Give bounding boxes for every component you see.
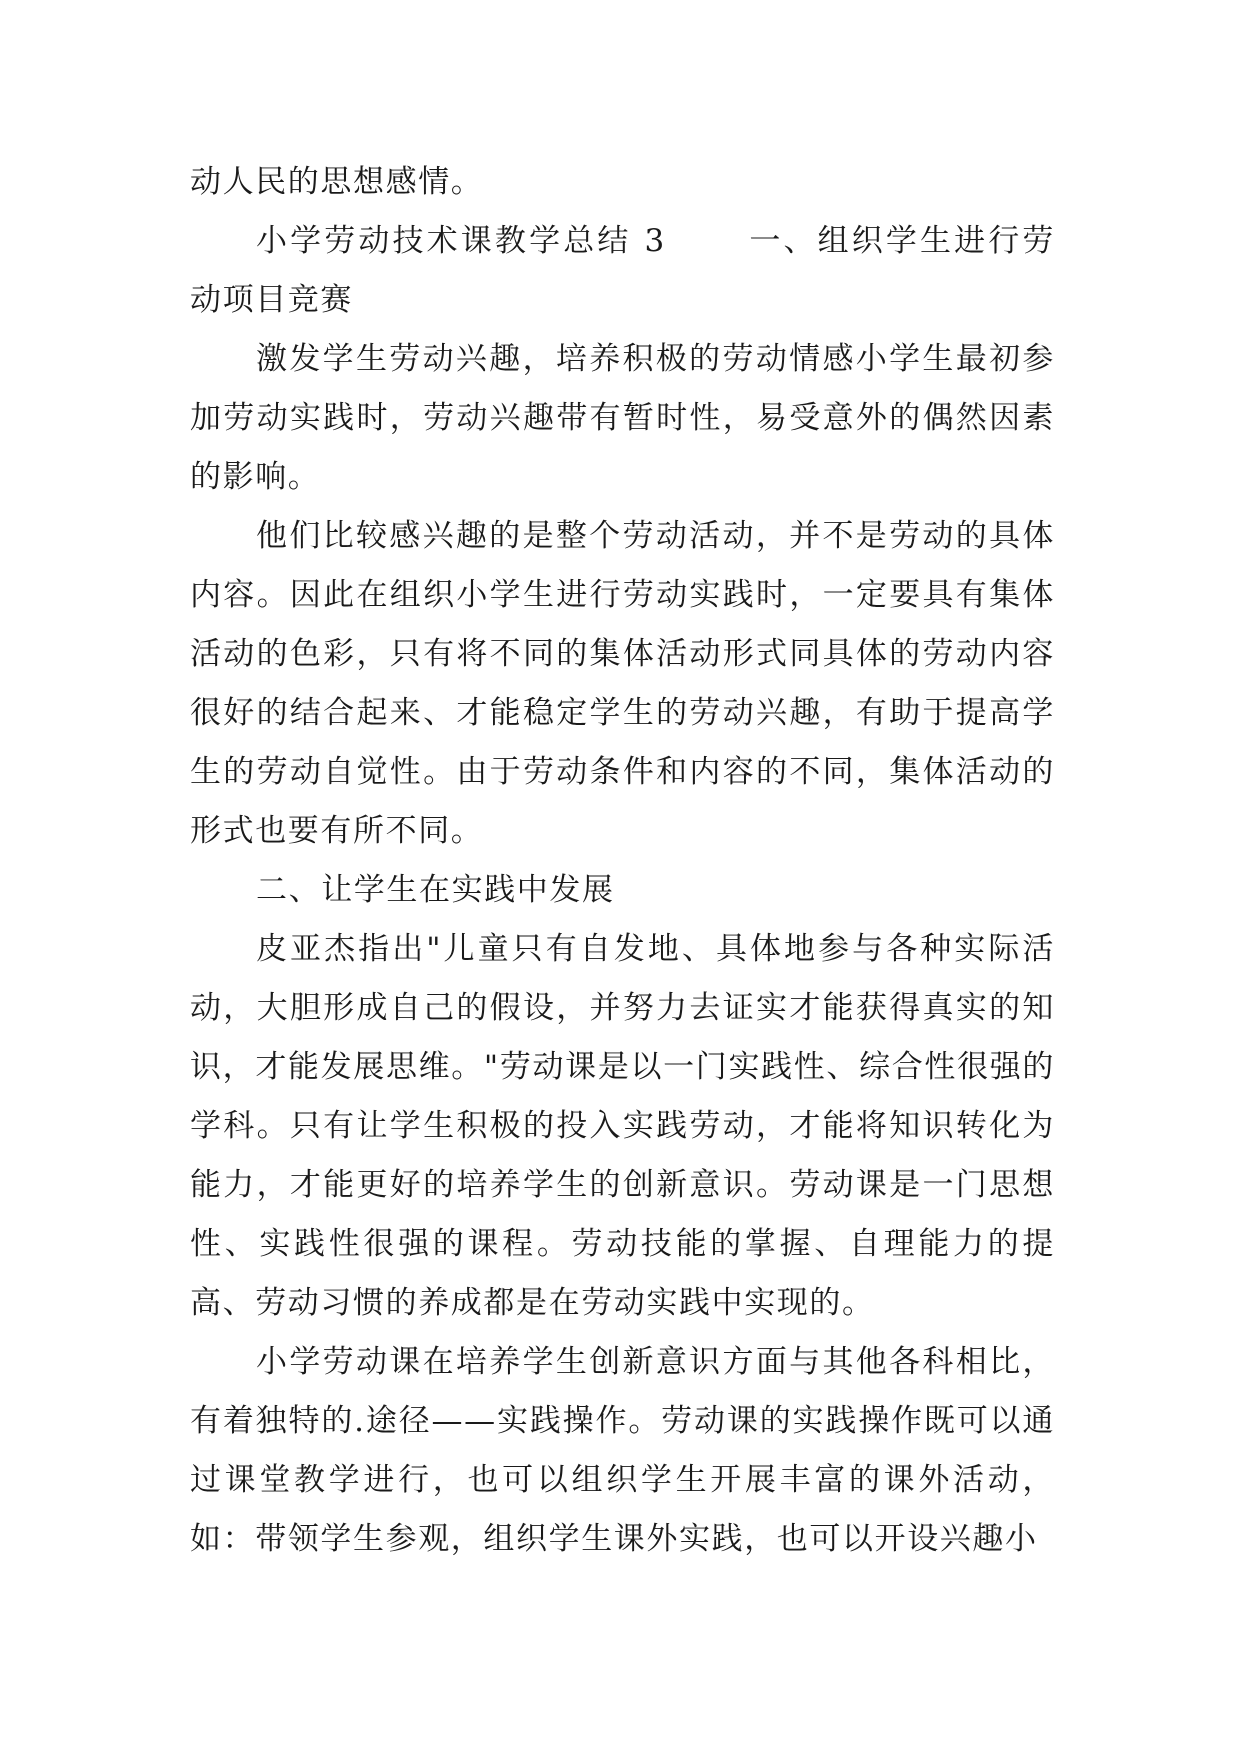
paragraph: 皮亚杰指出"儿童只有自发地、具体地参与各种实际活动，大胆形成自己的假设，并努力去证实才能获得真实的知识，才能发展思维。"劳动课是以一门实践性、综合性很强的学科。只有让学生积极的投入实践劳动，才能将知识转化为能力，才能更好的培养学生的创新意识。劳动课是一门思想性、实践性很强的课程。劳动技能的掌握、自理能力的提高、劳动习惯的养成都是在劳动实践中实现的。 bbox=[190, 931, 1055, 1321]
paragraph: 激发学生劳动兴趣，培养积极的劳动情感小学生最初参加劳动实践时，劳动兴趣带有暂时性，易受意外的偶然因素的影响。 bbox=[190, 341, 1055, 495]
section-title: 小学劳动技术课教学总结 3 bbox=[256, 223, 666, 259]
document-body bbox=[190, 153, 1055, 1569]
paragraph-continuation: 动人民的思想感情。 bbox=[190, 164, 484, 200]
subsection-heading: 二、让学生在实践中发展 bbox=[256, 872, 615, 908]
paragraph: 他们比较感兴趣的是整个劳动活动，并不是劳动的具体内容。因此在组织小学生进行劳动实践时，一定要具有集体活动的色彩，只有将不同的集体活动形式同具体的劳动内容很好的结合起来、才能稳定学生的劳动兴趣，有助于提高学生的劳动自觉性。由于劳动条件和内容的不同，集体活动的形式也要有所不同。 bbox=[190, 518, 1055, 849]
paragraph: 小学劳动课在培养学生创新意识方面与其他各科相比，有着独特的.途径——实践操作。劳动课的实践操作既可以通过课堂教学进行，也可以组织学生开展丰富的课外活动，如：带领学生参观，组织学生课外实践，也可以开设兴趣小 bbox=[190, 1344, 1055, 1557]
section-title-paragraph bbox=[190, 212, 1055, 330]
subsection-heading: 一、组织学生进行劳动项目竞赛 bbox=[190, 223, 1055, 318]
